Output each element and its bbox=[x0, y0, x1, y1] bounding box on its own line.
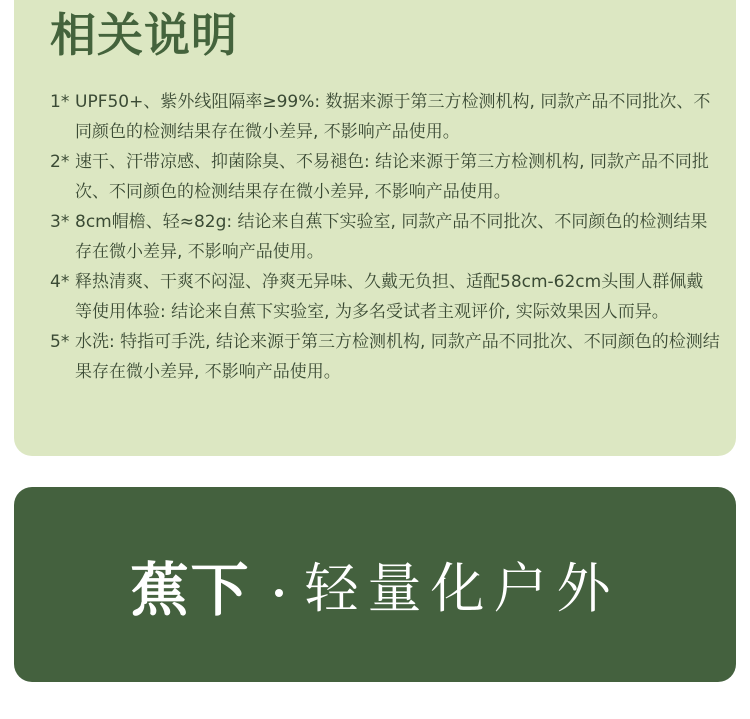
brand-slogan: 轻量化户外 bbox=[304, 557, 620, 620]
brand-row bbox=[14, 487, 736, 682]
notes-list bbox=[50, 87, 720, 387]
note-item-3 bbox=[50, 207, 720, 267]
note-item-5 bbox=[50, 327, 720, 387]
note-number: 3* bbox=[50, 212, 70, 232]
note-number: 2* bbox=[50, 152, 70, 172]
notes-card bbox=[14, 0, 736, 456]
note-number: 4* bbox=[50, 272, 70, 292]
note-text: 释热清爽、干爽不闷湿、净爽无异味、久戴无负担、适配58cm-62cm头围人群佩戴等使用体验: 结论来自蕉下实验室, 为多名受试者主观评价, 实际效果因人而异。 bbox=[75, 272, 704, 322]
note-item-1 bbox=[50, 87, 720, 147]
notes-title: 相关说明 bbox=[50, 8, 238, 62]
brand-banner bbox=[14, 487, 736, 682]
separator-dot-icon bbox=[275, 589, 283, 597]
note-number: 1* bbox=[50, 92, 70, 112]
brand-name: 蕉下 bbox=[130, 555, 251, 624]
note-text: 速干、汗带凉感、抑菌除臭、不易褪色: 结论来源于第三方检测机构, 同款产品不同批次、不同颜色的检测结果存在微小差异, 不影响产品使用。 bbox=[75, 152, 709, 202]
note-text: 水洗: 特指可手洗, 结论来源于第三方检测机构, 同款产品不同批次、不同颜色的检测结果存在微小差异, 不影响产品使用。 bbox=[75, 332, 720, 382]
note-item-4 bbox=[50, 267, 720, 327]
note-text: 8cm帽檐、轻≈82g: 结论来自蕉下实验室, 同款产品不同批次、不同颜色的检测结果存在微小差异, 不影响产品使用。 bbox=[75, 212, 708, 262]
note-text: UPF50+、紫外线阻隔率≥99%: 数据来源于第三方检测机构, 同款产品不同批次、不同颜色的检测结果存在微小差异, 不影响产品使用。 bbox=[75, 92, 711, 142]
note-item-2 bbox=[50, 147, 720, 207]
note-number: 5* bbox=[50, 332, 70, 352]
